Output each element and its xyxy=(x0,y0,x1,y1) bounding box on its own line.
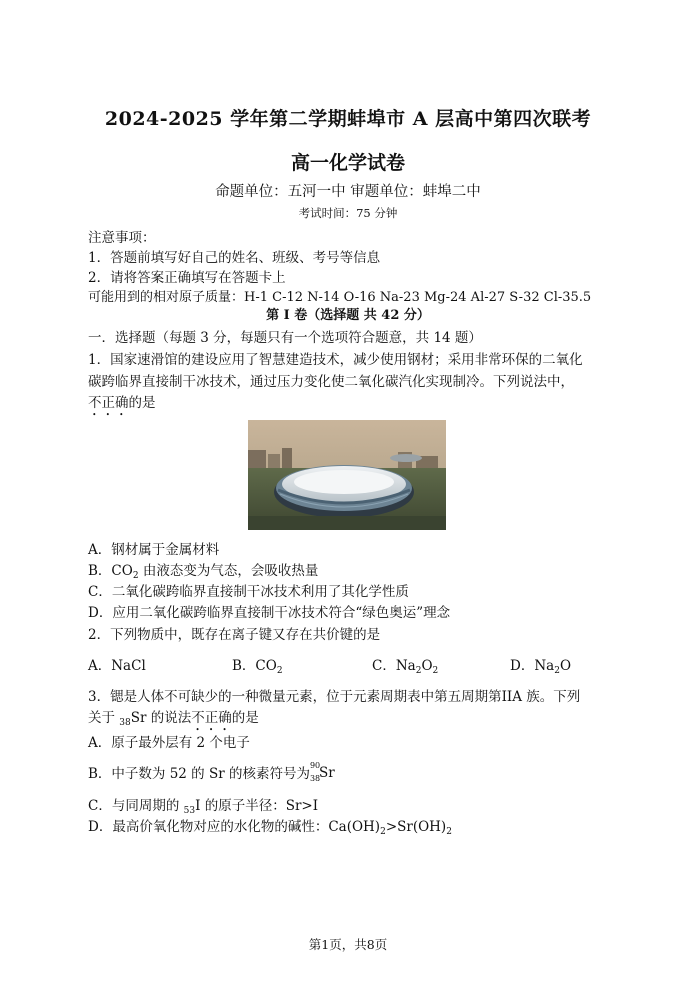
q1-option-b-post: 由液态变为气态，会吸收热量 xyxy=(138,563,319,579)
q2-option-b-label: B． xyxy=(232,658,256,674)
q3-stem-pre: 关于 xyxy=(88,710,120,726)
q1-option-b-sub: 2 xyxy=(132,571,139,581)
q3-option-d-sub1: 2 xyxy=(380,827,386,837)
exam-time: 考试时间：75 分钟 xyxy=(298,206,398,220)
q1-option-c: C．二氧化碳跨临界直接制干冰技术利用了其化学性质 xyxy=(88,584,409,600)
q3-option-b xyxy=(88,762,340,782)
nuclide-mass-number: 90 xyxy=(309,761,321,770)
q3-stem-z: 38 xyxy=(119,718,131,728)
q2-option-d xyxy=(510,654,571,676)
q2-option-c-sub2: 2 xyxy=(432,666,439,676)
q2-option-d-label: D． xyxy=(510,658,535,674)
q3-tail: 的是 xyxy=(231,710,259,726)
q3-stem-symbol: Sr 的说法 xyxy=(130,710,192,726)
q3-option-b-pre: B．中子数为 52 的 Sr 的核素符号为 xyxy=(88,766,310,782)
q1-tail: 的是 xyxy=(128,395,156,411)
q3-option-c xyxy=(88,794,318,816)
q3-option-d-mid: >Sr(OH) xyxy=(385,819,447,835)
atomic-masses: 可能用到的相对原子质量：H-1 C-12 N-14 O-16 Na-23 Mg-24 Al-27 S-32 Cl-35.5 xyxy=(88,290,592,305)
q3-emphasis: 不正确 xyxy=(191,710,232,726)
page-number: 第1页，共8页 xyxy=(308,937,388,952)
q1-emphasis: 不正确 xyxy=(88,395,129,411)
stadium-photo xyxy=(248,420,446,530)
exam-title: 2024-2025 学年第二学期蚌埠市 A 层高中第四次联考 xyxy=(104,108,592,130)
q1-stem-line2: 碳跨临界直接制干冰技术，通过压力变化使二氧化碳汽化实现制冷。下列说法中， xyxy=(88,374,574,390)
q3-option-d xyxy=(88,815,452,837)
q2-option-c-sub1: 2 xyxy=(415,666,422,676)
q2-option-a: A．NaCl xyxy=(88,658,146,674)
q3-option-c-pre: C．与同周期的 xyxy=(88,798,184,814)
q1-stem-line1: 1．国家速滑馆的建设应用了智慧建造技术，减少使用钢材；采用非常环保的二氧化 xyxy=(88,352,583,368)
q2-option-d-sub: 2 xyxy=(554,666,560,676)
q3-option-d-sub2: 2 xyxy=(446,827,452,837)
q2-option-b xyxy=(232,654,283,676)
q2-option-d-post: O xyxy=(559,658,572,674)
q1-option-b xyxy=(88,559,318,581)
q3-stem-line1: 3．锶是人体不可缺少的一种微量元素，位于元素周期表中第五周期第IIA 族。下列 xyxy=(88,689,581,705)
q1-stem-line3 xyxy=(88,391,156,419)
q3-option-a: A．原子最外层有 2 个电子 xyxy=(88,735,250,751)
q2-option-b-sub: 2 xyxy=(276,666,283,676)
exam-units: 命题单位：五河一中 审题单位：蚌埠二中 xyxy=(215,184,481,200)
notes-item-2: 2．请将答案正确填写在答题卡上 xyxy=(88,270,286,286)
notes-heading: 注意事项： xyxy=(88,230,156,246)
q2-stem: 2．下列物质中，既存在离子键又存在共价键的是 xyxy=(88,627,381,643)
nuclide-atomic-number: 38 xyxy=(309,774,321,783)
q2-option-b-main: CO xyxy=(255,658,277,674)
section-title: 第 I 卷（选择题 共 42 分） xyxy=(266,308,430,323)
q2-option-c-main1: Na xyxy=(395,658,416,674)
q1-option-a: A．钢材属于金属材料 xyxy=(88,542,220,558)
q1-option-d: D．应用二氧化碳跨临界直接制干冰技术符合“绿色奥运”理念 xyxy=(88,605,451,621)
q1-option-b-pre: B．CO xyxy=(88,563,133,579)
q3-option-c-post: I 的原子半径：Sr>I xyxy=(195,798,319,814)
nuclide-symbol xyxy=(309,761,340,783)
section-instructions: 一．选择题（每题 3 分，每题只有一个选项符合题意，共 14 题） xyxy=(88,330,482,346)
q2-option-c-label: C． xyxy=(372,658,396,674)
q2-option-d-main: Na xyxy=(534,658,555,674)
exam-subtitle: 高一化学试卷 xyxy=(290,152,405,174)
nuclide-element: Sr xyxy=(318,765,335,781)
q2-option-c xyxy=(372,654,438,676)
q3-option-d-pre: D．最高价氧化物对应的水化物的碱性：Ca(OH) xyxy=(88,819,381,835)
q3-option-c-z: 53 xyxy=(183,806,196,816)
q2-option-c-main2: O xyxy=(421,658,433,674)
q3-stem-line2 xyxy=(88,706,259,734)
notes-item-1: 1．答题前填写好自己的姓名、班级、考号等信息 xyxy=(88,250,381,266)
